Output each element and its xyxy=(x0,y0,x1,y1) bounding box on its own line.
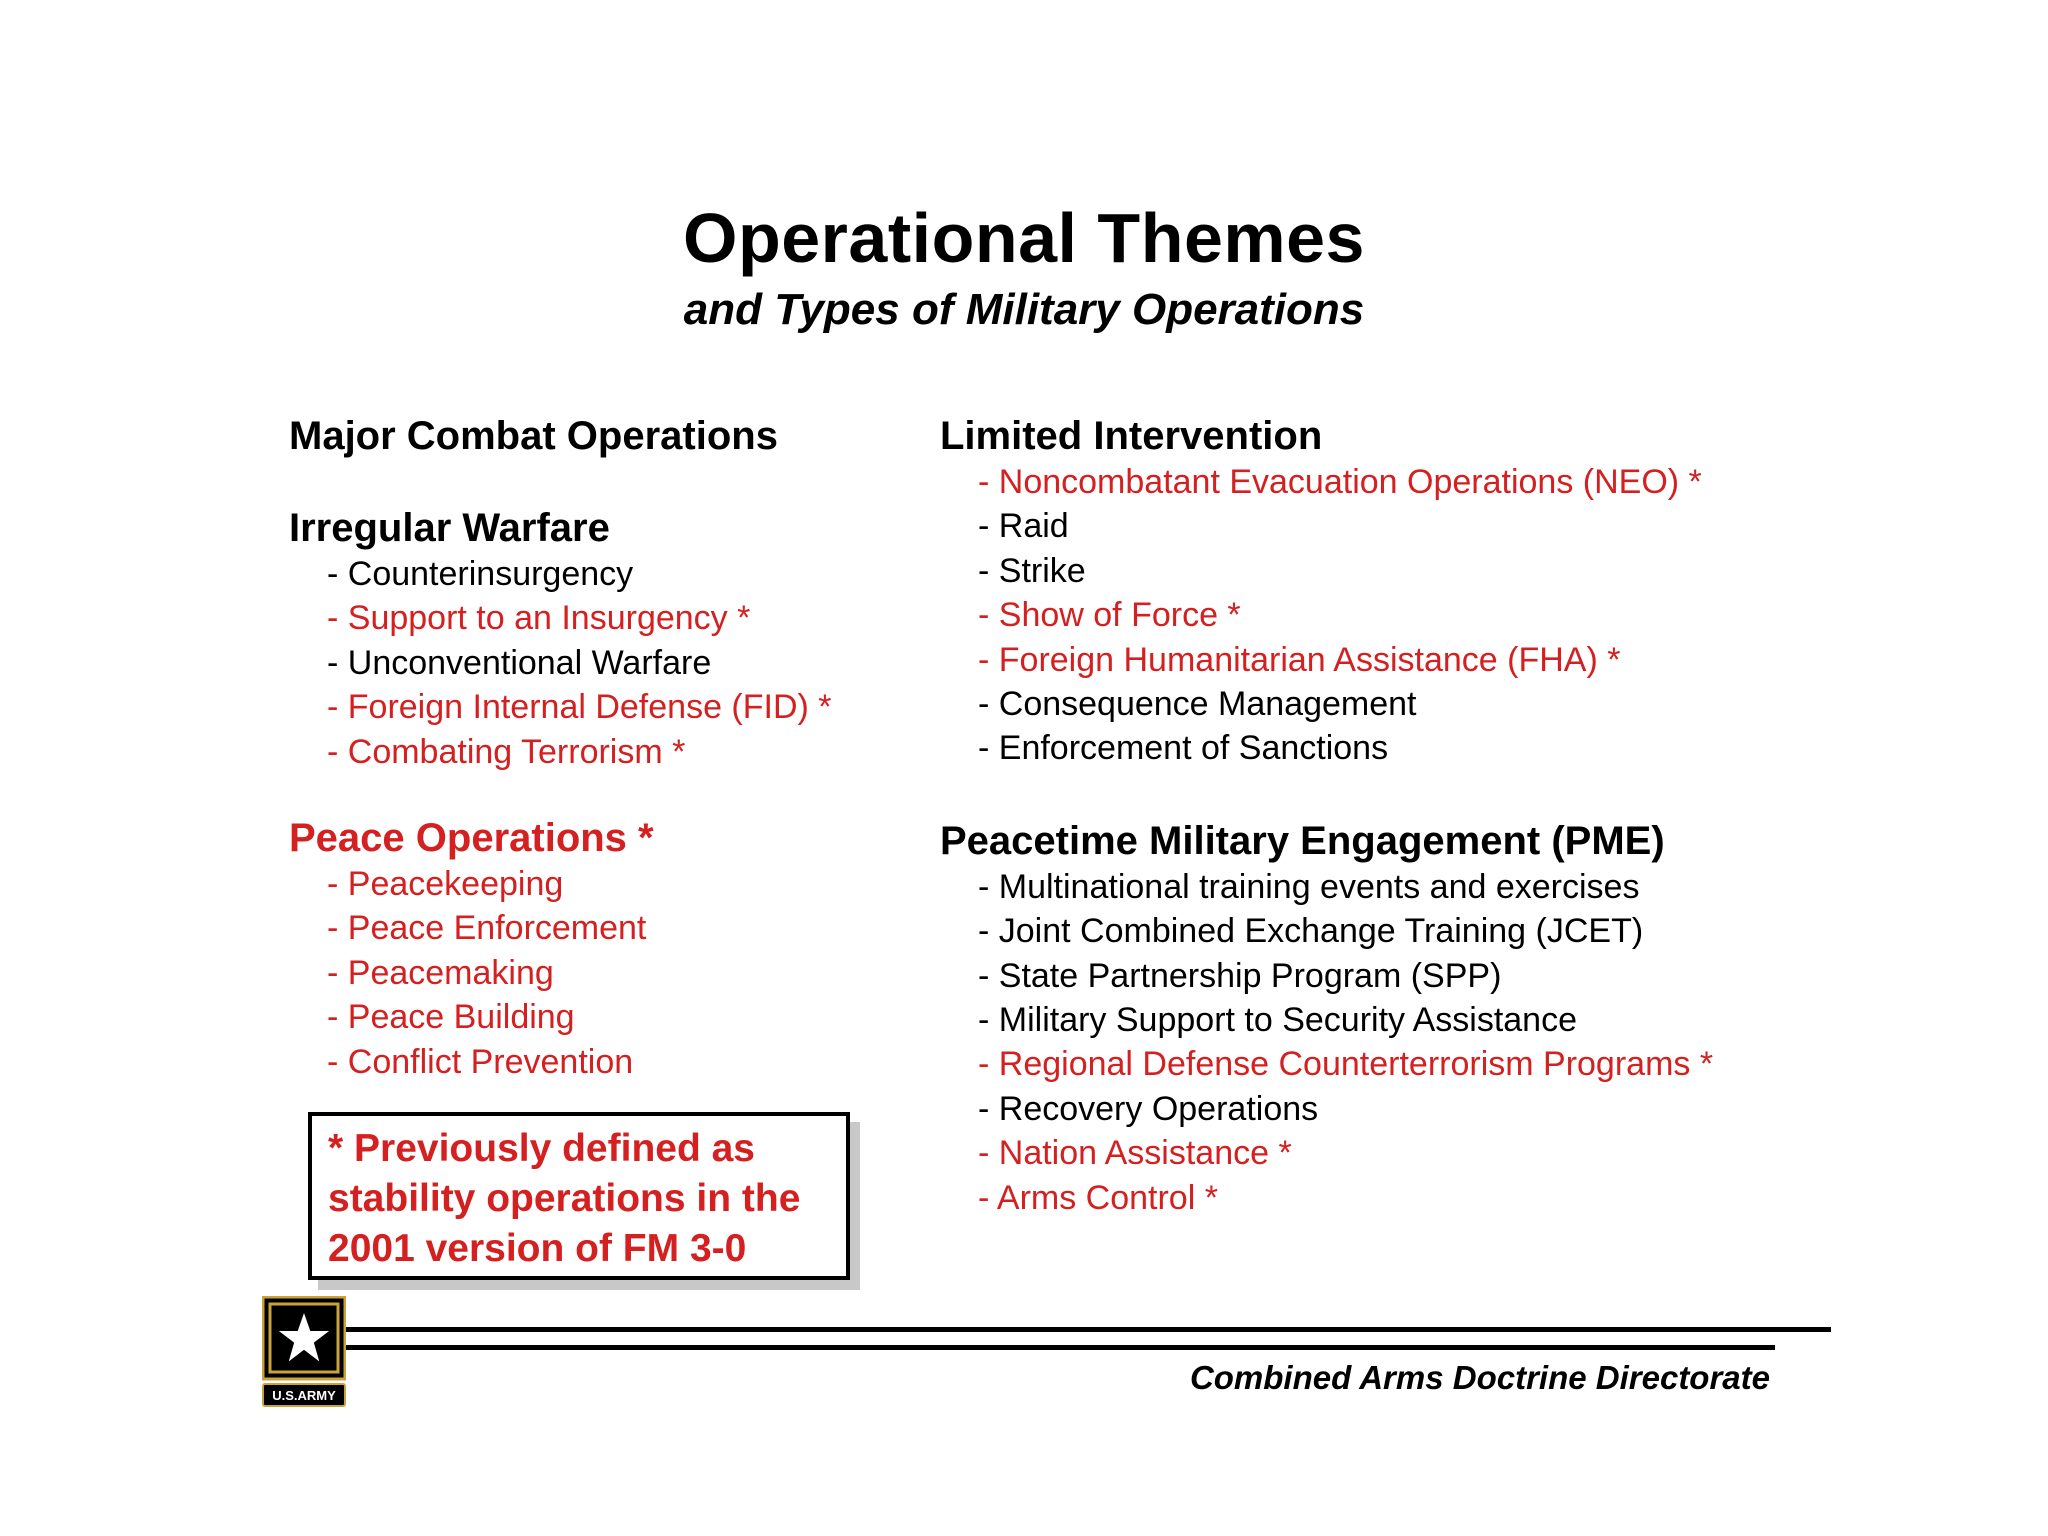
list-item: - Multinational training events and exercises xyxy=(978,867,1640,906)
list-item: - Strike xyxy=(978,551,1086,590)
footer-directorate: Combined Arms Doctrine Directorate xyxy=(1189,1359,1770,1396)
left-column xyxy=(289,412,909,1084)
list-item: - Nation Assistance * xyxy=(978,1134,1292,1173)
list-item: - Military Support to Security Assistance xyxy=(978,1001,1578,1040)
heading-pme: Peacetime Military Engagement (PME) xyxy=(940,818,1665,863)
list-item: - Consequence Management xyxy=(978,685,1417,724)
logo-label: U.S.ARMY xyxy=(272,1388,336,1403)
list-item: - Conflict Prevention xyxy=(327,1042,634,1081)
list-item: - Enforcement of Sanctions xyxy=(978,729,1389,768)
heading-irregular-warfare: Irregular Warfare xyxy=(289,506,610,550)
page-subtitle: and Types of Military Operations xyxy=(683,285,1365,334)
list-item: - Peace Building xyxy=(327,998,575,1037)
footnote-line: 2001 version of FM 3-0 xyxy=(328,1227,747,1270)
list-item: - Counterinsurgency xyxy=(327,555,634,593)
footer-rule-bottom xyxy=(343,1345,1775,1350)
list-item: - State Partnership Program (SPP) xyxy=(978,956,1502,995)
list-item: - Show of Force * xyxy=(978,596,1241,635)
page-title: Operational Themes xyxy=(683,199,1365,277)
heading-peace-operations: Peace Operations * xyxy=(289,816,654,861)
list-item: - Combating Terrorism * xyxy=(327,732,686,771)
footnote-line: * Previously defined as xyxy=(328,1127,756,1170)
footer-rule-top xyxy=(343,1327,1831,1332)
list-item: - Raid xyxy=(978,507,1069,546)
heading-limited-intervention: Limited Intervention xyxy=(940,414,1323,458)
list-item: - Peace Enforcement xyxy=(327,909,647,948)
list-item: - Regional Defense Counterterrorism Programs * xyxy=(978,1045,1714,1084)
list-item: - Recovery Operations xyxy=(978,1089,1319,1128)
us-army-logo xyxy=(262,1296,346,1408)
heading-major-combat: Major Combat Operations xyxy=(289,414,778,458)
list-item: - Peacekeeping xyxy=(327,865,564,904)
footnote-line: stability operations in the xyxy=(328,1177,801,1220)
list-item: - Unconventional Warfare xyxy=(327,643,712,682)
list-item: - Peacemaking xyxy=(327,953,554,992)
list-item: - Support to an Insurgency * xyxy=(327,599,751,638)
list-item: - Foreign Humanitarian Assistance (FHA) * xyxy=(978,640,1621,679)
list-item: - Arms Control * xyxy=(978,1178,1218,1217)
list-item: - Joint Combined Exchange Training (JCET) xyxy=(978,912,1644,951)
us-army-star-icon xyxy=(262,1296,346,1408)
right-column xyxy=(940,412,1820,1220)
list-item: - Noncombatant Evacuation Operations (NEO) * xyxy=(978,463,1702,501)
list-item: - Foreign Internal Defense (FID) * xyxy=(327,688,832,727)
footnote-box xyxy=(308,1112,850,1280)
